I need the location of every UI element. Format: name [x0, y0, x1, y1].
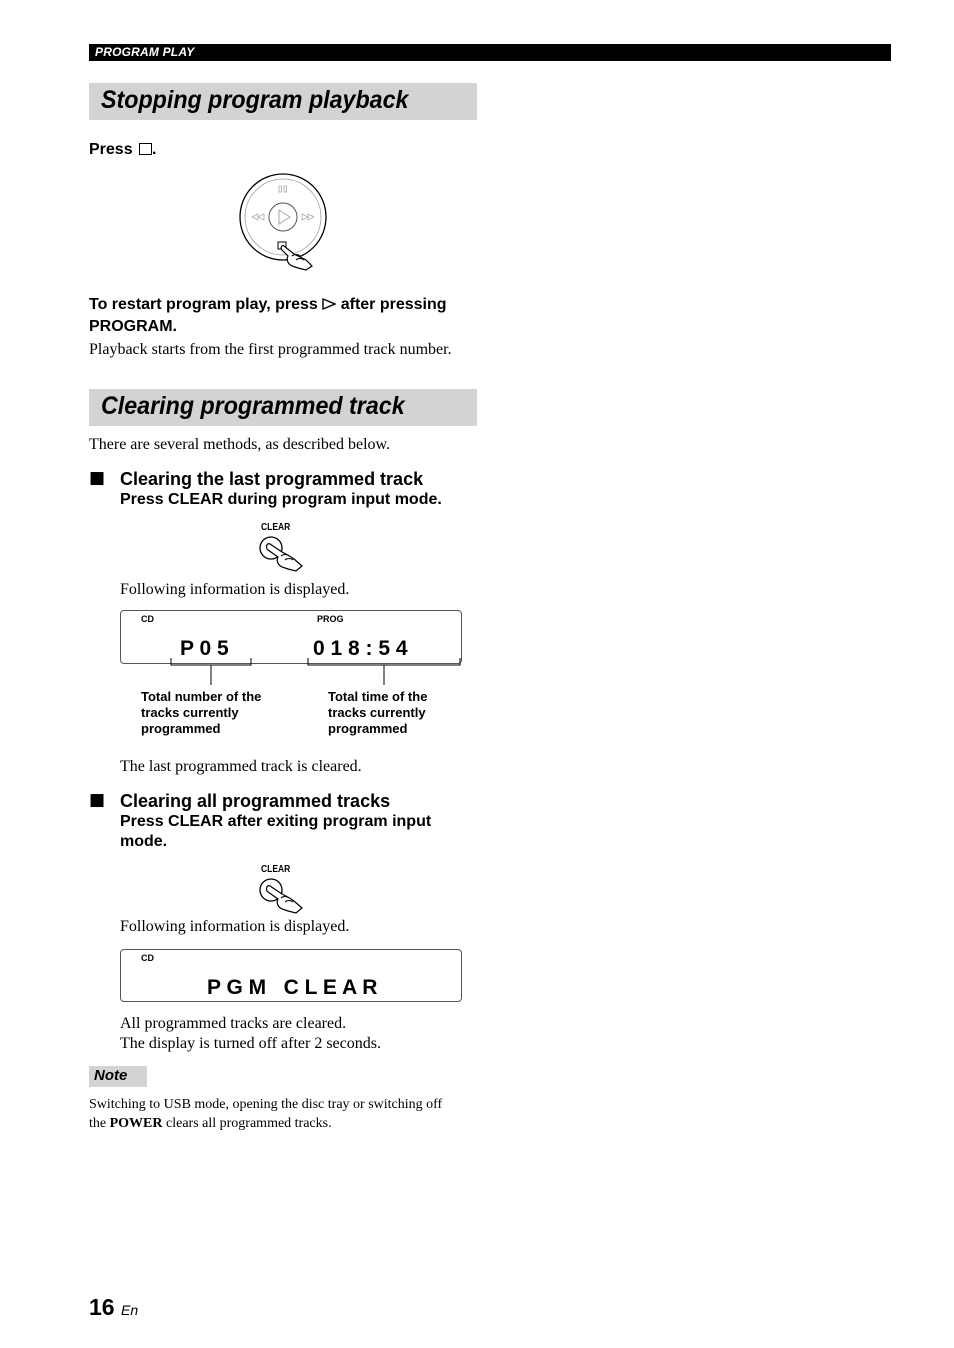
stop-section-title: Stopping program playback: [101, 86, 409, 114]
skip-back-icon: [252, 214, 264, 220]
clear-all-heading: Clearing all programmed tracks: [120, 791, 391, 811]
all-cleared-result-1: All programmed tracks are cleared.: [120, 1015, 347, 1032]
all-cleared-result-2: The display is turned off after 2 seconds.: [120, 1035, 381, 1052]
restart-description: Playback starts from the first programmed track number.: [89, 341, 452, 358]
page-number: 16: [89, 1294, 115, 1320]
pause-icon: [279, 186, 287, 192]
clear-button-label: CLEAR: [261, 522, 291, 533]
clear-intro: There are several methods, as described below.: [89, 436, 391, 453]
last-cleared-result: The last programmed track is cleared.: [120, 758, 362, 775]
play-triangle-icon: [322, 298, 336, 310]
pressing-finger-icon: [256, 876, 312, 916]
press-stop-instruction: Press .: [89, 141, 157, 158]
play-icon: [279, 210, 290, 224]
display-panel-2: [120, 949, 462, 1002]
dial-center-button: [269, 203, 297, 231]
callout-total-time: Total time of the tracks currently programmed: [328, 689, 428, 736]
pressing-finger-icon: [281, 245, 312, 270]
bullet-square: ■: [89, 468, 106, 488]
callout-total-number: Total number of the tracks currently programmed: [141, 689, 262, 736]
clear-last-instruction: Press CLEAR during program input mode.: [120, 491, 442, 508]
note-label-box: [89, 1066, 147, 1087]
clear-all-instruction-line2: mode.: [120, 833, 168, 850]
section-label: PROGRAM PLAY: [95, 45, 195, 59]
callout-brackets: [120, 655, 465, 687]
restart-instruction-line1: To restart program play, press after pressing: [89, 296, 447, 313]
clear-button-label: CLEAR: [261, 864, 291, 875]
following-info-1: Following information is displayed.: [120, 581, 350, 598]
stop-square-icon: [139, 143, 152, 155]
control-dial-illustration: [236, 170, 328, 272]
note-label: Note: [94, 1067, 128, 1084]
page-language: En: [121, 1302, 139, 1318]
clear-section-title: Clearing programmed track: [101, 392, 405, 420]
clear-section-heading: [89, 389, 477, 426]
skip-forward-icon: [302, 214, 314, 220]
display-cd-label: CD: [141, 953, 154, 963]
bullet-square: ■: [89, 790, 106, 810]
clear-all-instruction-line1: Press CLEAR after exiting program input: [120, 813, 432, 830]
note-text-line2: the POWER clears all programmed tracks.: [89, 1116, 332, 1131]
display-pgm-clear: P G M C L E A R: [207, 976, 378, 999]
clear-button-illustration: [256, 864, 316, 916]
pressing-finger-icon: [256, 534, 312, 574]
note-text-line1: Switching to USB mode, opening the disc tray or switching off: [89, 1097, 443, 1112]
display-cd-label: CD: [141, 614, 154, 624]
clear-last-heading: Clearing the last programmed track: [120, 469, 424, 489]
display-prog-label: PROG: [317, 614, 344, 624]
restart-instruction-line2: PROGRAM.: [89, 318, 177, 335]
power-keyword: POWER: [109, 1116, 163, 1131]
stop-section-heading: [89, 83, 477, 120]
display-track-count: P 0 5: [180, 637, 229, 660]
display-total-time: 0 1 8 : 5 4: [313, 637, 408, 660]
clear-button-illustration: [256, 522, 316, 574]
following-info-2: Following information is displayed.: [120, 918, 350, 935]
section-header-bar: [89, 44, 891, 61]
